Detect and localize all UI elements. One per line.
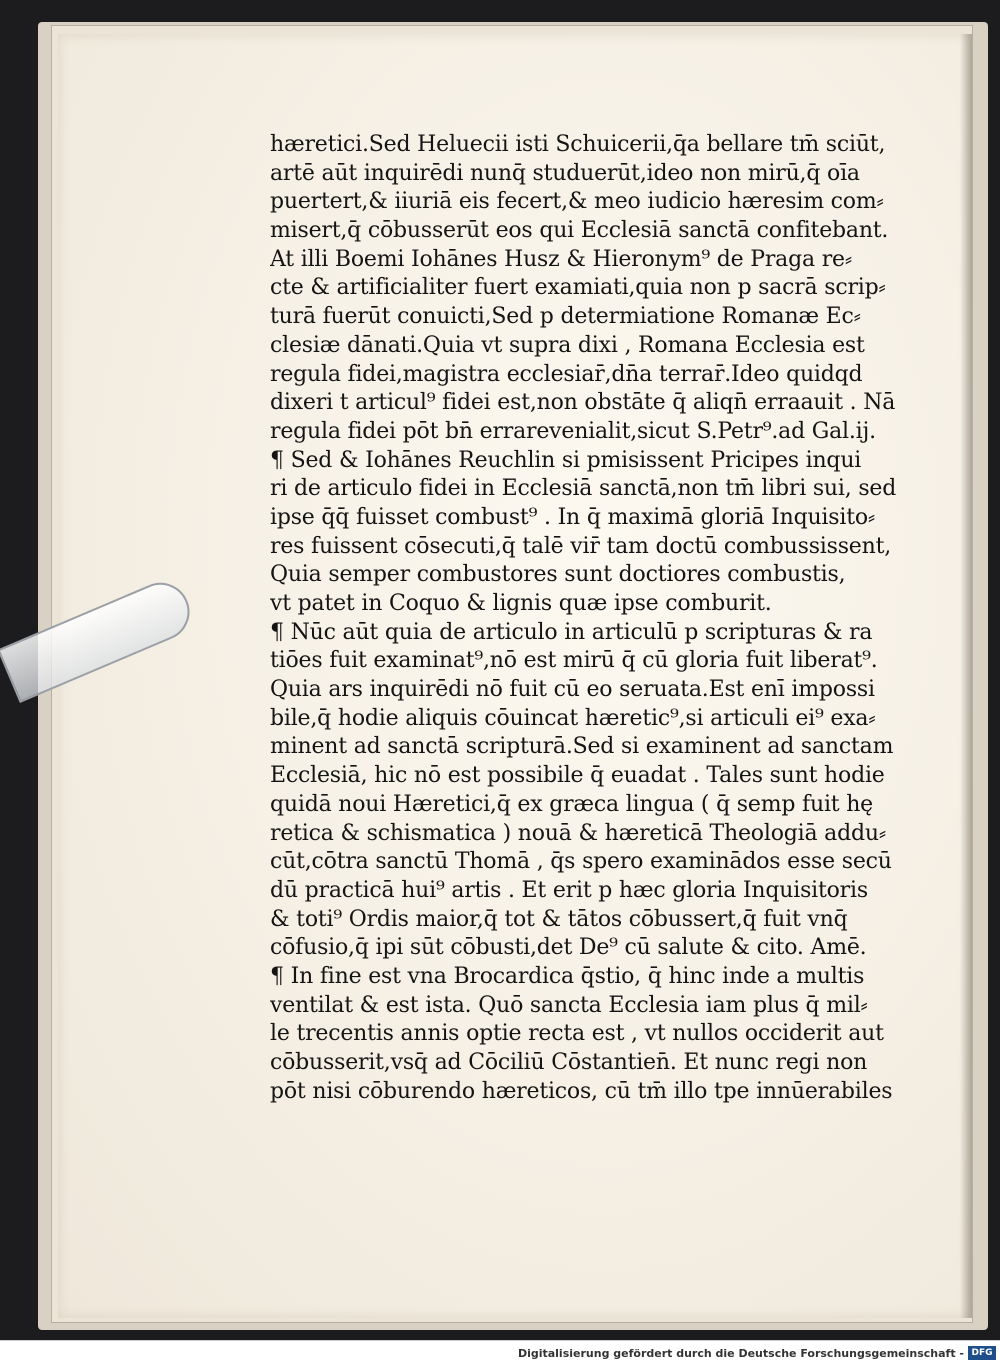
footer-bar [0,1340,1000,1368]
text-line: At illi Boemi Iohānes Husz & Hieronym⁹ de Praga re⸗ [270,246,852,272]
text-line: ventilat & est ista. Quō sancta Ecclesia iam plus q̄ mil⸗ [270,992,868,1018]
dfg-logo[interactable]: DFG [968,1346,996,1360]
text-line: pōt nisi cōburendo hæreticos, cū tm̄ illo tpe innūerabiles [270,1078,893,1104]
text-line: clesiæ dānati.Quia vt supra dixi , Romana Ecclesia est [270,332,865,358]
text-line: Quia semper combustores sunt doctiores combustis, [270,562,846,588]
text-line: ¶ Sed & Iohānes Reuchlin si pmisissent Pricipes inqui [270,447,862,473]
text-line: dixeri t articul⁹ fidei est,non obstāte q̄ aliqn̄ erraauit . Nā [270,390,896,416]
text-line: cūt,cōtra sanctū Thomā , q̄s spero examinādos esse secū [270,849,892,875]
funding-credit: Digitalisierung gefördert durch die Deutsche Forschungsgemeinschaft - [517,1347,964,1360]
text-line: ri de articulo fidei in Ecclesiā sanctā,non tm̄ libri sui, sed [270,476,897,502]
text-line: retica & schismatica ) nouā & hæreticā Theologiā addu⸗ [270,820,886,846]
text-line: bile,q̄ hodie aliquis cōuincat hæretic⁹,si articuli ei⁹ exa⸗ [270,705,876,731]
text-line: puertert,& iiuriā eis fecert,& meo iudicio hæresim com⸗ [270,189,884,215]
text-line: hæretici.Sed Heluecii isti Schuicerii,q̄a bellare tm̄ sciūt, [270,132,886,157]
text-line: ¶ Nūc aūt quia de articulo in articulū p scripturas & ra [270,619,873,645]
text-line: minent ad sanctā scripturā.Sed si examinent ad sanctam [270,734,894,760]
text-line: vt patet in Coquo & lignis quæ ipse comburit. [270,591,772,616]
text-line: dū practicā hui⁹ artis . Et erit p hæc gloria Inquisitoris [270,877,868,903]
text-line: misert,q̄ cōbusserūt eos qui Ecclesiā sanctā confitebant. [270,218,889,244]
text-line: ipse q̄q̄ fuisset combust⁹ . In q̄ maximā gloriā Inquisito⸗ [270,504,876,530]
text-line: regula fidei,magistra ecclesiar̄,dn̄a terrar̄.Ideo quidqd [270,361,863,387]
text-line: cōfusio,q̄ ipi sūt cōbusti,det De⁹ cū salute & cito. Amē. [270,935,867,961]
text-line: Quia ars inquirēdi nō fuit cū eo seruata.Est enī impossi [270,677,875,703]
text-line: quidā noui Hæretici,q̄ ex græca lingua ( q̄ semp fuit hę [270,791,873,817]
body-text [270,131,910,1106]
text-line: tiōes fuit examinat⁹,nō est mirū q̄ cū gloria fuit liberat⁹. [270,648,878,674]
gutter-shadow [960,34,972,1318]
text-line: turā fuerūt conuicti,Sed p determiatione Romanæ Ec⸗ [270,304,861,330]
text-line: Ecclesiā, hic nō est possibile q̄ euadat . Tales sunt hodie [270,763,885,789]
text-line: ¶ In fine est vna Brocardica q̄stio, q̄ hinc inde a multis [270,963,865,989]
text-line: le trecentis annis optie recta est , vt nullos occiderit aut [270,1021,884,1047]
text-line: artē aūt inquirēdi nunq̄ studuerūt,ideo non mirū,q̄ oīa [270,160,860,186]
text-line: res fuissent cōsecuti,q̄ talē vir̄ tam doctū combussissent, [270,533,892,559]
text-line: cōbusserit,vsq̄ ad Cōciliū Cōstantien̄. Et nunc regi non [270,1050,868,1075]
text-line: & toti⁹ Ordis maior,q̄ tot & tātos cōbussert,q̄ fuit vnq̄ [270,906,848,932]
text-line: regula fidei pōt bn̄ errarevenialit,sicut S.Petr⁹.ad Gal.ij. [270,418,876,444]
text-line: cte & artificialiter fuert examiati,quia non p sacrā scrip⸗ [270,275,886,301]
